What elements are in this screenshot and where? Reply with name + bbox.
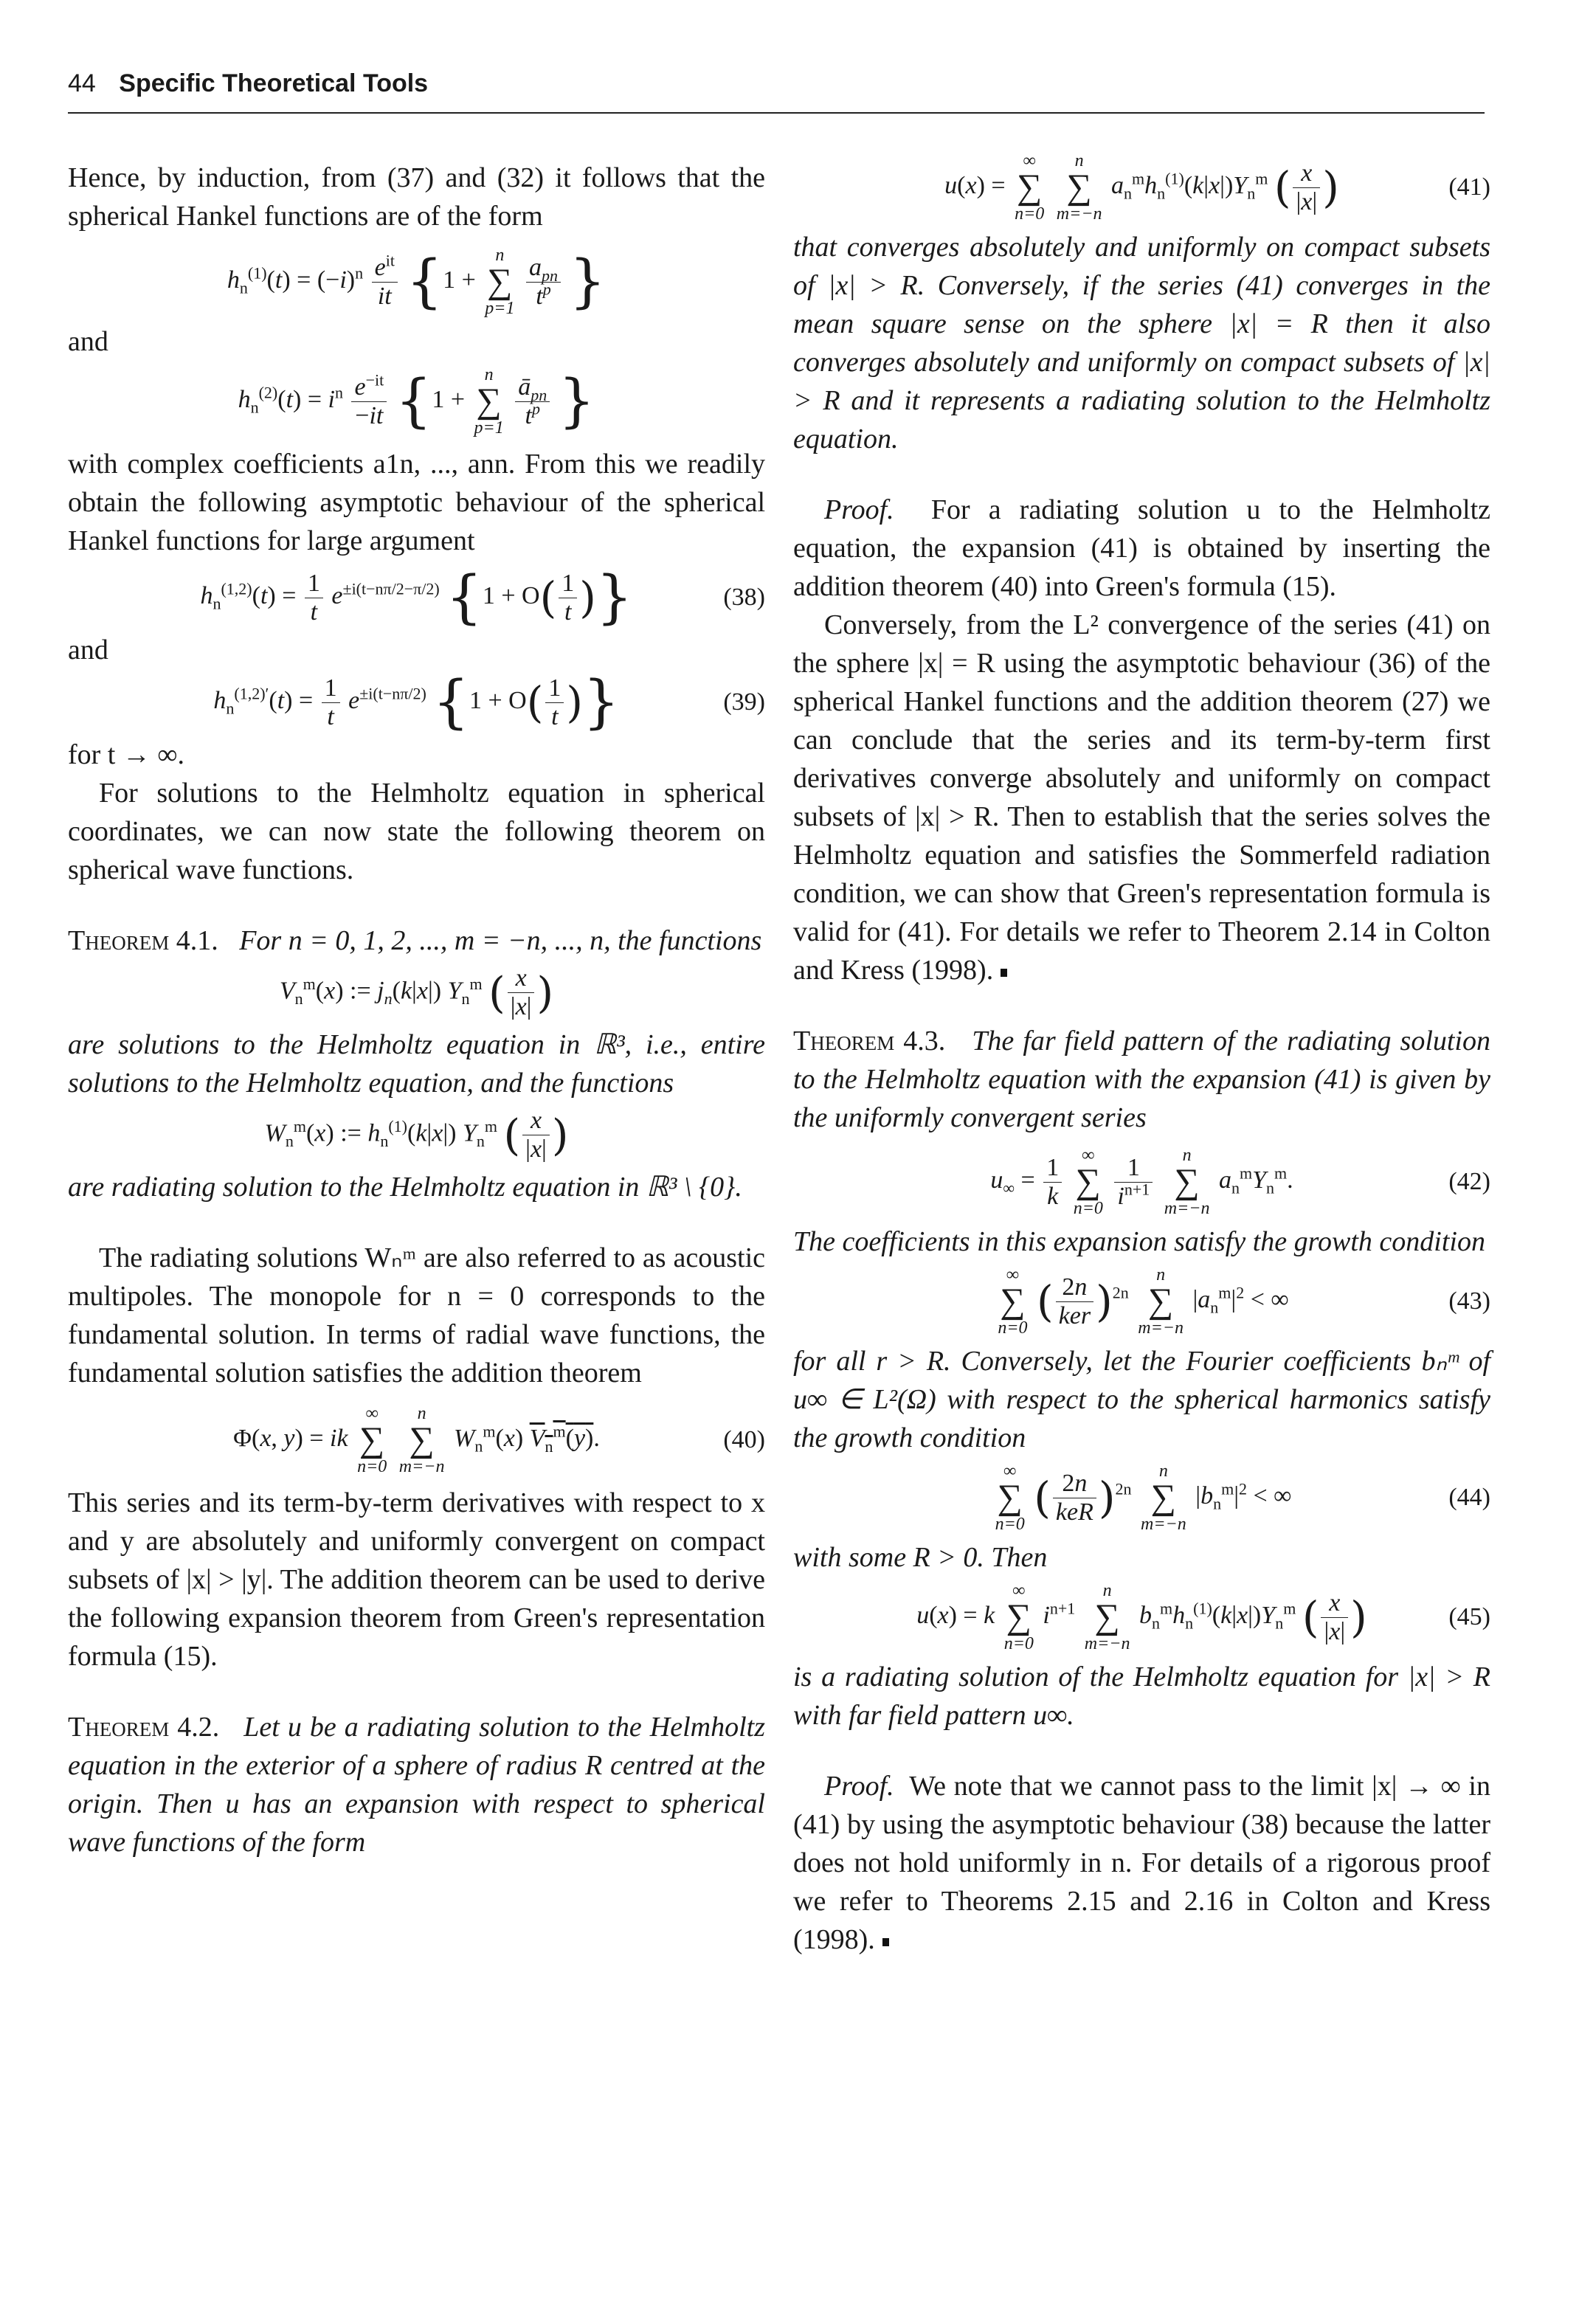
proof-1-text-a: For a radiating solution u to the Helmholtz equation, the expansion (41) is obtained by inserting the addition theorem (40) into Green's formula (15). [793,494,1491,602]
equation-39: $h_n^{(1,2)'}(t)$ = $\frac{1}{t}$ $e^{\pm i(t-n\pi/2)}$ {1 + O( $\frac{1}{t}$ )} (39) [213,669,765,736]
paragraph-multipoles: The radiating solutions Wₙᵐ are also referred to as acoustic multipoles. The monopole for n = 0 corresponds to the fundamental solution. In terms of radial wave functions, the fundamental solution satisfies the addition theorem [68,1242,765,1388]
theorem-4-1-text-1: For n = 0, 1, 2, ..., m = −n, ..., n, the functions [239,925,762,956]
equation-number-38: (38) [723,584,765,611]
proof-1 [793,491,1490,606]
theorem-4-3 [793,1022,1490,1137]
paragraph-coefficients: with complex coefficients a1n, ..., ann. From this we readily obtain the following asymptotic behaviour of the spherical Hankel functions for large argument [68,449,765,556]
equation-number-45: (45) [1448,1603,1490,1630]
qed-mark-2 [882,1938,889,1946]
theorem-4-3-text: The far field pattern of the radiating solution to the Helmholtz equation with the expansion (41) is given by the uniformly convergent series [793,1026,1490,1133]
proof-2 [793,1767,1490,1959]
theorem-4-3-label: Theorem 4.3. [793,1026,946,1056]
equation-42: $u_\infty$ = $\frac{1}{k}$ ∞ ∑ n=0 $\frac{1}{i^{n+1}}$ n ∑ m=−n $a_n^mY_n^m$. (42) [990,1146,1490,1218]
paragraph-series: This series and its term-by-term derivatives with respect to x and y are absolutely and uniformly convergent on compact subsets of |x| > |y|. The addition theorem can be used to derive the following expansion theorem from Green's representation formula (15). [68,1487,765,1672]
equation-38: $h_n^{(1,2)}(t)$ = $\frac{1}{t}$ $e^{\pm i(t-n\pi/2-\pi/2)}$ {1 + O( $\frac{1}{t}$ )} (38) [200,564,765,631]
equation-number-39: (39) [723,688,765,716]
chapter-title: Specific Theoretical Tools [119,69,429,97]
proof-2-label: Proof. [824,1771,894,1802]
equation-40: Φ(x, y) = ik ∞ ∑ n=0 n ∑ m=−n $W_n^m(x)$ $V_n^m(y)$. (40) [233,1404,765,1476]
theorem-4-1-label: Theorem 4.1. [68,925,218,956]
page-number: 44 [68,69,96,97]
equation-hankel-1: $h_n^{(1)}(t) = (-i)^n$ $\frac{e^{it}}{it}$ {1 + n ∑ p=1 $\frac{a_{pn}}{t^p}$ } [227,246,607,318]
qed-mark [1001,969,1007,977]
theorem-4-3-text-5: is a radiating solution of the Helmholtz equation for |x| > R with far field pattern u∞. [793,1661,1490,1731]
running-header [68,69,1485,114]
equation-44: ∞ ∑ n=0 ( $\frac{2n}{\text{keR}}$ )$^{2n}$ n ∑ m=−n $|b_n^m|^2$ < ∞ (44) [995,1462,1490,1534]
theorem-4-3-text-2: The coefficients in this expansion satisfy the growth condition [793,1226,1485,1257]
word-and-2: and [68,634,108,665]
equation-V: $V_n^m(x)$ := $j_n(k|x|)$ $Y_n^m$ ( $\frac{x}{|x|}$ ) [279,964,554,1020]
theorem-4-1 [68,921,765,960]
paragraph-theorem-intro: For solutions to the Helmholtz equation in spherical coordinates, we can now state the following theorem on spherical wave functions. [68,778,765,885]
proof-2-text: We note that we cannot pass to the limit |x| → ∞ in (41) by using the asymptotic behaviour (38) because the latter does not hold uniformly in n. For details of a rigorous proof we refer to Theorems 2.15 and 2.16 in Colton and Kress (1998). [793,1771,1490,1955]
theorem-4-1-text-2: are solutions to the Helmholtz equation in ℝ³, i.e., entire solutions to the Helmholtz equation, and the functions [68,1029,765,1099]
equation-W: $W_n^m(x)$ := $h_n^{(1)}(k|x|)$ $Y_n^m$ ( $\frac{x}{|x|}$ ) [264,1107,569,1163]
proof-1-text-b: Conversely, from the L² convergence of the series (41) on the sphere |x| = R using the asymptotic behaviour (36) of the spherical Hankel functions and the addition theorem (27) we can conclude that the series and its term-by-term first derivatives converge absolutely and uniformly on compact subsets of |x| > R. Then to establish that the series solves the Helmholtz equation and satisfies the Sommerfeld radiation condition, we can show that Green's representation formula is valid for (41). For details we refer to Theorem 2.14 in Colton and Kress (1998). [793,609,1490,986]
theorem-4-2-text: Let u be a radiating solution to the Helmholtz equation in the exterior of a sphere of radius R centred at the origin. Then u has an expansion with respect to spherical wave functions of the form [68,1712,765,1858]
equation-41: u(x) = ∞ ∑ n=0 n ∑ m=−n $a_n^mh_n^{(1)}(k|x|)Y_n^m$ ( $\frac{x}{|x|}$ ) (41) [944,151,1490,224]
paragraph-intro: Hence, by induction, from (37) and (32) it follows that the spherical Hankel functions are of the form [68,162,765,232]
proof-1-continuation [793,606,1490,989]
equation-45: u(x) = k ∞ ∑ n=0 $i^{n+1}$ n ∑ m=−n $b_n^mh_n^{(1)}(k|x|)Y_n^m$ ( $\frac{x}{|x|}$ ) (45) [916,1581,1490,1653]
equation-number-41: (41) [1448,173,1490,201]
left-column [68,159,765,1861]
theorem-4-3-text-4: with some R > 0. Then [793,1542,1048,1573]
for-t-infinity: for t → ∞. [68,739,184,770]
equation-number-42: (42) [1448,1168,1490,1195]
theorem-4-1-text-3: are radiating solution to the Helmholtz equation in ℝ³ \ {0}. [68,1172,742,1203]
equation-43: ∞ ∑ n=0 ( $\frac{2n}{\text{ker}}$ )$^{2n}$ n ∑ m=−n $|a_n^m|^2$ < ∞ (43) [998,1265,1490,1338]
proof-1-label: Proof. [824,494,894,525]
theorem-4-2 [68,1708,765,1861]
equation-number-44: (44) [1448,1484,1490,1511]
word-and-1: and [68,326,108,357]
theorem-4-2-continuation: that converges absolutely and uniformly on compact subsets of |x| > R. Conversely, if the series (41) converges in the mean square sense on the sphere |x| = R then it also converges absolutely and uniformly on compact subsets of |x| > R and it represents a radiating solution to the Helmholtz equation. [793,232,1490,454]
theorem-4-2-label: Theorem 4.2. [68,1712,220,1743]
right-column [793,151,1491,1959]
equation-number-43: (43) [1448,1287,1490,1315]
equation-hankel-2: $h_n^{(2)}(t) = i^n$ $\frac{e^{-it}}{-it}$ {1 + n ∑ p=1 $\frac{ā_{pn}}{t^p}$ } [238,365,595,438]
theorem-4-3-text-3: for all r > R. Conversely, let the Fourier coefficients bₙᵐ of u∞ ∈ L²(Ω) with respect to the spherical harmonics satisfy the growth condition [793,1346,1490,1453]
equation-number-40: (40) [723,1426,765,1453]
